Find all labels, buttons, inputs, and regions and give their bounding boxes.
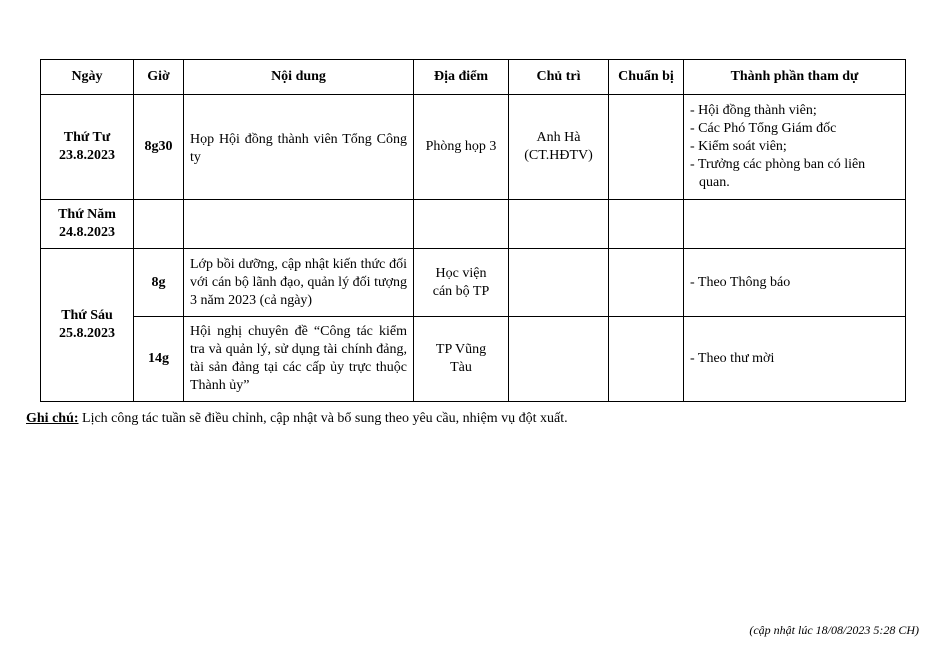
chair-cell: [509, 95, 609, 200]
location-cell: Phòng họp 3: [414, 95, 509, 200]
header-attendees: Thành phần tham dự: [684, 60, 906, 95]
footnote: [26, 411, 568, 427]
day-name: Thứ Năm: [58, 207, 116, 222]
chair-title: (CT.HĐTV): [524, 148, 593, 163]
content-cell: Họp Hội đồng thành viên Tổng Công ty: [184, 95, 414, 200]
list-item: - Hội đồng thành viên;: [690, 103, 817, 118]
header-chair: Chủ trì: [509, 60, 609, 95]
day-date: 23.8.2023: [59, 148, 115, 163]
chair-cell: [509, 249, 609, 317]
prepare-cell: [609, 317, 684, 402]
header-row: [41, 60, 906, 95]
day-cell: [41, 200, 134, 249]
chair-cell: [509, 200, 609, 249]
location-line: cán bộ TP: [432, 283, 490, 299]
attendees-cell: [684, 95, 906, 200]
header-location: Địa điểm: [414, 60, 509, 95]
schedule-table: [40, 59, 906, 402]
attendees-list: [690, 102, 899, 192]
location-line: TP Vũng: [435, 342, 487, 357]
footnote-label: Ghi chú:: [26, 411, 79, 426]
footnote-text: Lịch công tác tuần sẽ điều chỉnh, cập nhật và bổ sung theo yêu cầu, nhiệm vụ đột xuất.: [78, 411, 568, 426]
location-line: Học viện: [435, 265, 487, 281]
header-content: Nội dung: [184, 60, 414, 95]
attendees-cell: - Theo thư mời: [684, 317, 906, 402]
header-prepare: Chuẩn bị: [609, 60, 684, 95]
list-item: quan.: [699, 175, 730, 190]
content-cell: Lớp bồi dưỡng, cập nhật kiến thức đối với cán bộ lãnh đạo, quản lý đối tượng 3 năm 2023 (cả ngày): [184, 249, 414, 317]
location-cell: [414, 200, 509, 249]
time-cell: 8g30: [134, 95, 184, 200]
day-name: Thứ Sáu: [61, 308, 113, 323]
header-time: Giờ: [134, 60, 184, 95]
day-name: Thứ Tư: [63, 130, 111, 145]
day-date: 25.8.2023: [59, 326, 115, 341]
time-cell: 8g: [134, 249, 184, 317]
chair-name: Anh Hà: [536, 130, 581, 145]
table-row: [41, 249, 906, 317]
table-row: [41, 200, 906, 249]
prepare-cell: [609, 249, 684, 317]
attendees-cell: [684, 200, 906, 249]
day-cell: [41, 95, 134, 200]
day-cell: [41, 249, 134, 402]
attendees-cell: - Theo Thông báo: [684, 249, 906, 317]
content-cell: [184, 200, 414, 249]
location-cell: [414, 249, 509, 317]
list-item: - Các Phó Tổng Giám đốc: [690, 121, 837, 136]
table-row: [41, 317, 906, 402]
table-row: [41, 95, 906, 200]
location-line: Tàu: [450, 360, 472, 375]
time-cell: [134, 200, 184, 249]
list-item: - Kiểm soát viên;: [690, 139, 787, 154]
time-cell: 14g: [134, 317, 184, 402]
prepare-cell: [609, 95, 684, 200]
header-day: Ngày: [41, 60, 134, 95]
list-item: - Trưởng các phòng ban có liên: [690, 157, 866, 172]
update-timestamp: (cập nhật lúc 18/08/2023 5:28 CH): [749, 623, 919, 637]
prepare-cell: [609, 200, 684, 249]
location-cell: [414, 317, 509, 402]
day-date: 24.8.2023: [59, 225, 115, 240]
chair-cell: [509, 317, 609, 402]
content-cell: Hội nghị chuyên đề “Công tác kiểm tra và quản lý, sử dụng tài chính đảng, tài sản đảng tại các cấp ủy trực thuộc Thành ủy”: [184, 317, 414, 402]
